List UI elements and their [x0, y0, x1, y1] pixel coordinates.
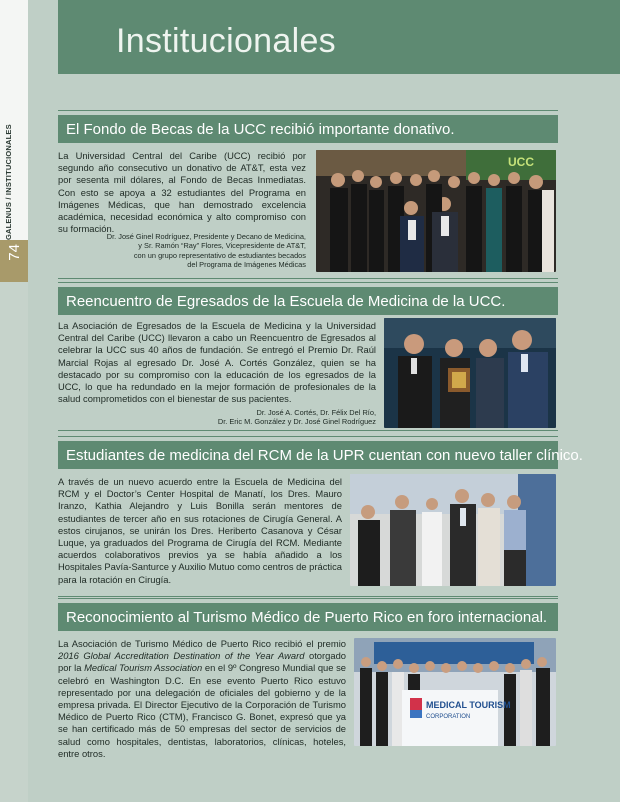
article-title-bar	[58, 441, 583, 469]
caption-line: y Sr. Ramón “Ray” Flores, Vicepresidente de AT&T,	[138, 241, 306, 251]
caption-line: del Programa de Imágenes Médicas	[187, 260, 306, 270]
photo-banner-text: UCC	[508, 155, 534, 169]
award-photo	[384, 318, 556, 428]
article-bottom-rule	[58, 278, 558, 279]
award-name: 2016 Global Accreditation Destination of the Year Award	[58, 650, 305, 662]
group-photo-students	[316, 150, 556, 272]
side-strip	[0, 0, 28, 802]
page-number-tab	[0, 240, 28, 282]
body-text-part: La Asociación de Turismo Médico de Puerto Rico recibió el premio	[58, 638, 346, 649]
article-becas	[58, 110, 558, 280]
caption-line: Dr. José A. Cortés, Dr. Félix Del Río,	[256, 408, 376, 417]
page-header	[58, 0, 620, 74]
article-title-bar	[58, 115, 558, 143]
article-title: El Fondo de Becas de la UCC recibió importante donativo.	[66, 121, 455, 138]
article-egresados	[58, 282, 558, 432]
caption-line: Dr. Eric M. González y Dr. José Ginel Rodríguez	[217, 417, 376, 427]
article-body	[58, 638, 346, 760]
podium-sign-subtext: CORPORATION	[426, 714, 471, 720]
article-rule	[58, 282, 558, 283]
caption-line: con un grupo representativo de estudiantes becados	[133, 250, 306, 260]
article-rule	[58, 110, 558, 111]
article-body: La Asociación de Egresados de la Escuela de Medicina y la Universidad Central del Caribe (UCC) llevaron a cabo un Reencuentro de Egresados al celebrar la UCC sus 40 años de fundación. Se entregó el Premio Dr. Raúl Marcial Rojas al egresado Dr. José A. Cortés González, quien se ha destacado por su compromiso con la educación de los egresados de la UCC, lo que ha redundado en la mejor formación de profesionales de la salud comprometidos con el bienestar de sus pacientes.	[58, 320, 376, 405]
article-bottom-rule	[58, 430, 558, 431]
article-rule	[58, 598, 558, 599]
association-name: Medical Tourism Association	[84, 662, 203, 674]
section-label: GALENUS / INSTITUCIONALES	[4, 124, 13, 240]
photo-caption	[58, 408, 376, 427]
page-number: 74	[6, 244, 23, 261]
caption-line: Dr. José Ginel Rodríguez, Presidente y Decano de Medicina,	[106, 232, 306, 241]
podium-sign-text: MEDICAL TOURISM	[426, 700, 511, 710]
article-title: Reencuentro de Egresados de la Escuela de Medicina de la UCC.	[66, 293, 506, 310]
page-title: Institucionales	[116, 22, 336, 60]
article-rule	[58, 436, 558, 437]
article-turismo	[58, 598, 558, 758]
article-body: La Universidad Central del Caribe (UCC) recibió por segundo año consecutivo un donativo de AT&T, esta vez por sesenta mil dólares, al Fondo de Becas Inmediatas. Con esto se apoya a 32 estudiantes del Programa en Imágenes Médicas, que han demostrado excelencia académica, necesidad económica y alto compromiso con su formación.	[58, 150, 306, 235]
group-photo-surgeons	[350, 474, 556, 586]
article-title: Reconocimiento al Turismo Médico de Puerto Rico en foro internacional.	[66, 609, 548, 626]
body-text-part: en el 9º Congreso Mundial que se celebró en Washington D.C. En ese evento Puerto Rico estuvo representado por una delegación de oficiales del gobierno y de la empresa privada. El Director Ejecutivo de la Corporación de Turismo Médico de Puerto Rico (CTM), Francisco G. Bonet, expresó que ya se han certificado más de 50 empresas del sector de servicios de salud como hospitales, dentistas, laboratorios, clínicas, hoteles, entre otros.	[58, 662, 346, 759]
article-bottom-rule	[58, 596, 558, 597]
body-text-part: otorgado por la	[58, 650, 346, 674]
photo-caption	[58, 232, 306, 270]
article-title-bar	[58, 287, 558, 315]
group-photo-tourism	[354, 638, 556, 746]
article-rcm	[58, 436, 583, 596]
article-title: Estudiantes de medicina del RCM de la UPR cuentan con nuevo taller clínico.	[66, 447, 583, 464]
article-title-bar	[58, 603, 558, 631]
article-body: A través de un nuevo acuerdo entre la Escuela de Medicina del RCM y el Doctor’s Center Hospital de Manatí, los Dres. Mauro Iranzo, Kathia Alejandro y Luis Bonilla serán mentores de estudiantes de tercer año en sus rotaciones de Cirugía General. A estos cirujanos, se unirán los Dres. Heriberto Casanova y César Luque, ya graduados del Programa de Cirugía del RCM. Mediante acuerdos colaborativos previos ya se había añadido a los Hospitales Pavía-Santurce y Auxilio Mutuo como centros de práctica para la rotación en Cirugía.	[58, 476, 342, 585]
